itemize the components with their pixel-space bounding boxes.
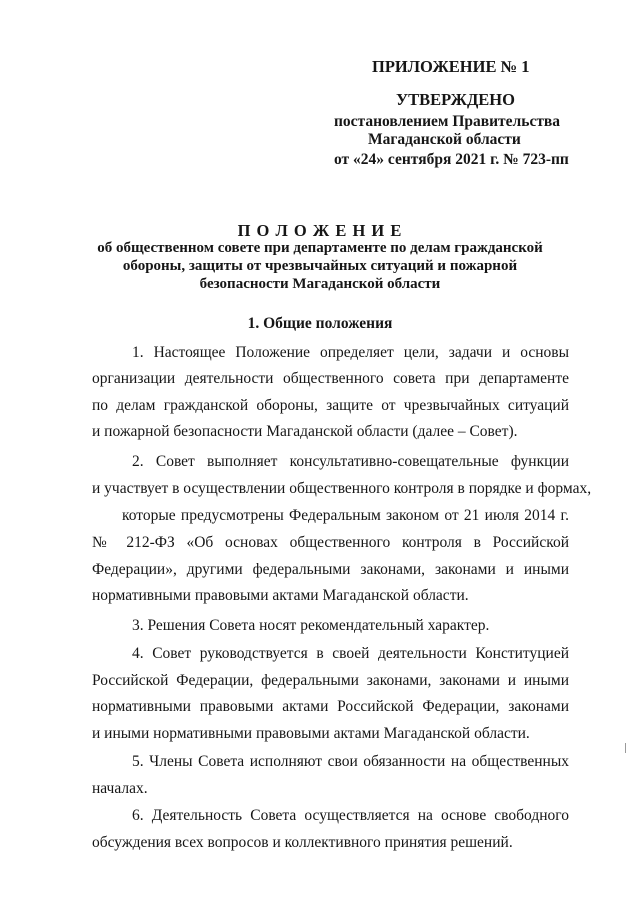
- scan-margin-mark: [625, 743, 626, 753]
- paragraph-4-line-3: нормативными правовыми актами Российской Федерации, законами: [92, 698, 569, 715]
- paragraph-1-line-3: по делам гражданской обороны, защите от чрезвычайных ситуаций: [92, 397, 569, 414]
- title-subtitle-line-3: безопасности Магаданской области: [199, 276, 441, 292]
- paragraph-1-line-1: 1. Настоящее Положение определяет цели, задачи и основы: [132, 344, 569, 361]
- decree-line-2: Магаданской области: [368, 131, 521, 148]
- paragraph-2-line-6: нормативными правовыми актами Магаданской области.: [92, 587, 469, 604]
- paragraph-2-line-5: Федерации», другими федеральными законами, законами и иными: [92, 561, 569, 578]
- paragraph-3-line-1: 3. Решения Совета носят рекомендательный характер.: [132, 617, 490, 634]
- paragraph-5-line-1: 5. Члены Совета исполняют свои обязанности на общественных: [132, 753, 569, 770]
- decree-date: от «24» сентября 2021 г. № 723-пп: [334, 151, 569, 168]
- paragraph-1-line-2: организации деятельности общественного совета при департаменте: [92, 370, 569, 387]
- document-title: П О Л О Ж Е Н И Е: [237, 221, 403, 240]
- decree-line-1: постановлением Правительства: [334, 113, 561, 130]
- paragraph-2-line-2: и участвует в осуществлении общественного контроля в порядке и формах,: [92, 480, 592, 497]
- paragraph-2-line-1: 2. Совет выполняет консультативно-совещательные функции: [132, 453, 569, 470]
- paragraph-4-line-2: Российской Федерации, федеральными законами, законами и иными: [92, 672, 569, 689]
- section-heading: 1. Общие положения: [247, 315, 393, 332]
- title-subtitle-line-1: об общественном совете при департаменте по делам гражданской: [97, 240, 543, 256]
- paragraph-6-line-2: обсуждения всех вопросов и коллективного принятия решений.: [92, 834, 513, 851]
- paragraph-6-line-1: 6. Деятельность Совета осуществляется на основе свободного: [132, 807, 569, 824]
- appendix-label: ПРИЛОЖЕНИЕ № 1: [372, 57, 530, 76]
- approved-label: УТВЕРЖДЕНО: [396, 90, 515, 109]
- paragraph-5-line-2: началах.: [92, 780, 148, 797]
- title-subtitle-line-2: обороны, защиты от чрезвычайных ситуаций и пожарной: [122, 258, 518, 274]
- paragraph-2-line-3: которые предусмотрены Федеральным законом от 21 июля 2014 г.: [122, 507, 569, 524]
- paragraph-2-line-4: № 212-ФЗ «Об основах общественного контроля в Российской: [92, 534, 569, 551]
- paragraph-1-line-4: и пожарной безопасности Магаданской области (далее – Совет).: [92, 423, 518, 440]
- paragraph-4-line-1: 4. Совет руководствуется в своей деятельности Конституцией: [132, 645, 569, 662]
- paragraph-4-line-4: и иными нормативными правовыми актами Магаданской области.: [92, 725, 530, 742]
